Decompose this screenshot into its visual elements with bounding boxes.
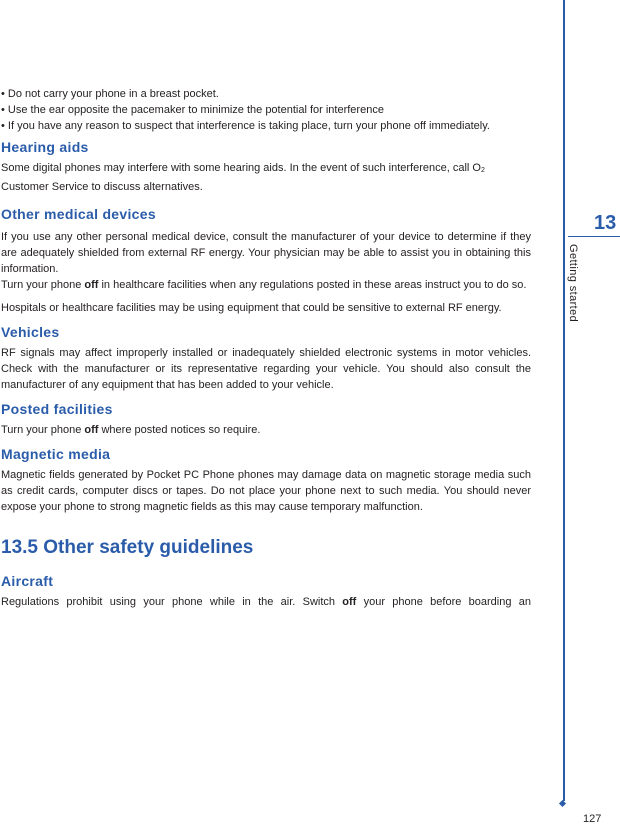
- heading-hearing-aids: Hearing aids: [1, 139, 89, 155]
- hearing-aids-text-end: Customer Service to discuss alternatives.: [1, 181, 203, 193]
- chapter-divider: [568, 236, 620, 237]
- page-content: [1, 86, 531, 610]
- sidebar-rule: [563, 0, 565, 801]
- bullet-breast-pocket: • Do not carry your phone in a breast pocket.: [1, 88, 219, 100]
- bullet-turn-off: • If you have any reason to suspect that interference is taking place, turn your phone off immediately.: [1, 120, 490, 132]
- chapter-number: 13: [594, 212, 617, 234]
- heading-other-medical-devices: Other medical devices: [1, 206, 156, 222]
- medical-turn-off-bold: off: [84, 279, 99, 291]
- diamond-icon: [559, 800, 566, 807]
- hearing-aids-text: [1, 160, 531, 195]
- section-heading: 13.5 Other safety guidelines: [1, 537, 254, 558]
- page-number: 127: [583, 813, 602, 825]
- hearing-aids-text-main: Some digital phones may interfere with some hearing aids. In the event of such interference, call O: [1, 162, 481, 174]
- medical-devices-text: If you use any other personal medical device, consult the manufacturer of your device to determine if they are adequately shielded from external RF energy. Your physician may be able to assist you in obtaining this information.: [1, 231, 531, 275]
- aircraft-text: [1, 594, 531, 610]
- heading-aircraft: Aircraft: [1, 573, 54, 589]
- section-label: Getting started: [567, 244, 579, 323]
- heading-magnetic-media: Magnetic media: [1, 446, 111, 462]
- hearing-aids-subscript: 2: [480, 167, 485, 174]
- heading-vehicles: Vehicles: [1, 324, 60, 340]
- bullet-ear-opposite: • Use the ear opposite the pacemaker to minimize the potential for interference: [1, 104, 384, 116]
- posted-post: where posted notices so require.: [98, 424, 261, 436]
- posted-pre: Turn your phone: [1, 424, 85, 436]
- medical-turn-off-post: in healthcare facilities when any regulations posted in these areas instruct you to do so.: [98, 279, 527, 291]
- posted-facilities-text: [1, 422, 531, 438]
- posted-bold: off: [84, 424, 99, 436]
- hospitals-text: Hospitals or healthcare facilities may be using equipment that could be sensitive to external RF energy.: [1, 302, 502, 314]
- aircraft-post: your phone before boarding an: [356, 596, 531, 608]
- magnetic-media-text: Magnetic fields generated by Pocket PC Phone phones may damage data on magnetic storage media such as credit cards, computer discs or tapes. Do not place your phone next to such media. You should never expose your phone to strong magnetic fields as this may cause temporary malfunction.: [1, 469, 531, 513]
- medical-devices-turn-off: [1, 277, 531, 293]
- vehicles-text: RF signals may affect improperly installed or inadequately shielded electronic systems in motor vehicles. Check with the manufacturer or its representative regarding your vehicle. You should also consult the manufacturer of any equipment that has been added to your vehicle.: [1, 347, 531, 391]
- aircraft-pre: Regulations prohibit using your phone while in the air. Switch: [1, 596, 343, 608]
- aircraft-bold: off: [342, 596, 357, 608]
- medical-turn-off-pre: Turn your phone: [1, 279, 85, 291]
- heading-posted-facilities: Posted facilities: [1, 401, 113, 417]
